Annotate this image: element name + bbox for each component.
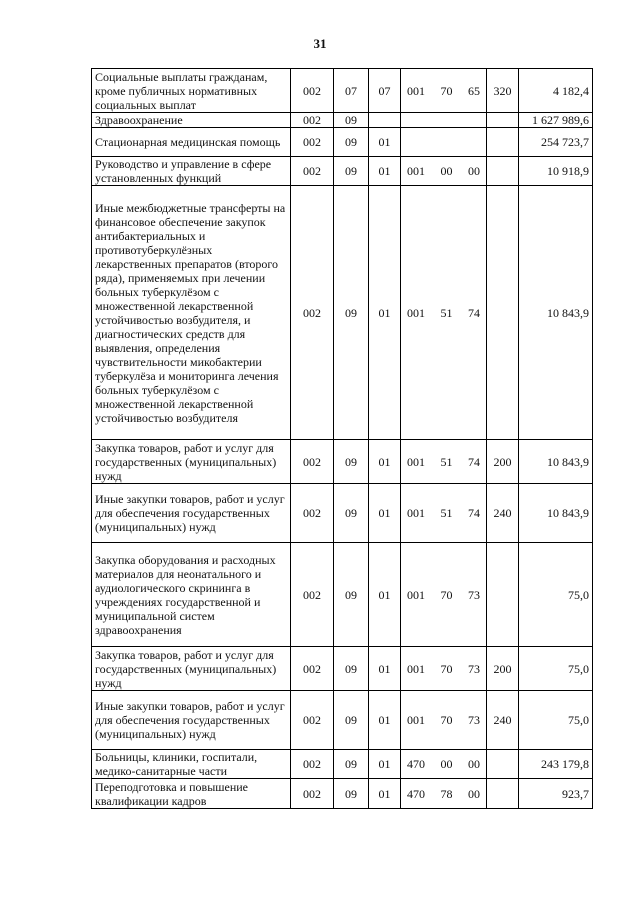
row-vr: 240 bbox=[487, 484, 519, 543]
row-sum: 923,7 bbox=[519, 779, 593, 809]
row-name: Здравоохранение bbox=[92, 113, 291, 128]
csr-part: 00 bbox=[468, 786, 480, 801]
row-name: Иные закупки товаров, работ и услуг для обеспечения государственных (муниципальных) нужд bbox=[92, 484, 291, 543]
row-ved: 002 bbox=[291, 113, 334, 128]
csr-code bbox=[404, 588, 483, 602]
row-sum: 243 179,8 bbox=[519, 750, 593, 779]
csr-part: 001 bbox=[407, 164, 425, 178]
row-pr: 01 bbox=[369, 186, 401, 440]
csr-part: 00 bbox=[440, 757, 453, 771]
row-sum: 254 723,7 bbox=[519, 128, 593, 157]
row-sum: 10 918,9 bbox=[519, 157, 593, 186]
row-pr: 01 bbox=[369, 647, 401, 691]
table-row bbox=[92, 186, 593, 440]
row-csr bbox=[401, 440, 487, 484]
row-pr: 07 bbox=[369, 69, 401, 113]
row-csr bbox=[401, 186, 487, 440]
csr-code bbox=[404, 455, 483, 469]
csr-part: 001 bbox=[407, 506, 425, 520]
row-sum: 75,0 bbox=[519, 691, 593, 750]
table-body bbox=[92, 69, 593, 809]
row-csr bbox=[401, 750, 487, 779]
table-row bbox=[92, 691, 593, 750]
csr-part: 73 bbox=[468, 587, 480, 602]
row-vr: 320 bbox=[487, 69, 519, 113]
csr-part: 001 bbox=[407, 713, 425, 727]
csr-part: 51 bbox=[440, 506, 453, 520]
csr-part: 001 bbox=[407, 305, 425, 320]
row-vr bbox=[487, 113, 519, 128]
row-vr bbox=[487, 750, 519, 779]
row-rz: 07 bbox=[334, 69, 369, 113]
row-csr bbox=[401, 484, 487, 543]
csr-code bbox=[404, 506, 483, 520]
row-vr: 240 bbox=[487, 691, 519, 750]
row-ved: 002 bbox=[291, 186, 334, 440]
row-rz: 09 bbox=[334, 157, 369, 186]
row-pr: 01 bbox=[369, 691, 401, 750]
csr-part: 001 bbox=[407, 587, 425, 602]
row-ved: 002 bbox=[291, 691, 334, 750]
csr-part: 73 bbox=[468, 713, 480, 727]
row-csr bbox=[401, 113, 487, 128]
csr-part: 78 bbox=[440, 786, 453, 801]
row-pr: 01 bbox=[369, 750, 401, 779]
csr-code bbox=[404, 713, 483, 727]
csr-part: 74 bbox=[468, 305, 480, 320]
table-row bbox=[92, 128, 593, 157]
row-vr bbox=[487, 543, 519, 647]
table-row bbox=[92, 750, 593, 779]
row-vr: 200 bbox=[487, 647, 519, 691]
row-rz: 09 bbox=[334, 750, 369, 779]
row-vr bbox=[487, 157, 519, 186]
csr-part: 51 bbox=[440, 305, 453, 320]
budget-table bbox=[91, 68, 593, 809]
csr-part: 00 bbox=[468, 164, 480, 178]
csr-part: 00 bbox=[468, 757, 480, 771]
row-name: Закупка товаров, работ и услуг для государственных (муниципальных) нужд bbox=[92, 647, 291, 691]
row-name: Иные закупки товаров, работ и услуг для обеспечения государственных (муниципальных) нужд bbox=[92, 691, 291, 750]
row-pr: 01 bbox=[369, 128, 401, 157]
csr-code bbox=[404, 662, 483, 676]
row-ved: 002 bbox=[291, 647, 334, 691]
csr-code bbox=[404, 306, 483, 320]
row-rz: 09 bbox=[334, 113, 369, 128]
row-rz: 09 bbox=[334, 186, 369, 440]
row-vr: 200 bbox=[487, 440, 519, 484]
row-name: Руководство и управление в сфере установленных функций bbox=[92, 157, 291, 186]
row-pr: 01 bbox=[369, 440, 401, 484]
csr-part: 70 bbox=[440, 587, 453, 602]
table-row bbox=[92, 543, 593, 647]
table-row bbox=[92, 440, 593, 484]
csr-part: 70 bbox=[440, 83, 453, 98]
csr-part: 001 bbox=[407, 661, 425, 676]
csr-code bbox=[404, 164, 483, 178]
row-ved: 002 bbox=[291, 128, 334, 157]
row-csr bbox=[401, 157, 487, 186]
row-ved: 002 bbox=[291, 779, 334, 809]
row-ved: 002 bbox=[291, 440, 334, 484]
row-ved: 002 bbox=[291, 750, 334, 779]
row-sum: 1 627 989,6 bbox=[519, 113, 593, 128]
row-name: Закупка товаров, работ и услуг для государственных (муниципальных) нужд bbox=[92, 440, 291, 484]
row-name: Стационарная медицинская помощь bbox=[92, 128, 291, 157]
row-rz: 09 bbox=[334, 691, 369, 750]
csr-part: 001 bbox=[407, 454, 425, 469]
row-csr bbox=[401, 647, 487, 691]
row-rz: 09 bbox=[334, 484, 369, 543]
row-sum: 10 843,9 bbox=[519, 484, 593, 543]
row-vr bbox=[487, 779, 519, 809]
csr-code bbox=[404, 757, 483, 771]
row-vr bbox=[487, 186, 519, 440]
table-row bbox=[92, 647, 593, 691]
row-name: Больницы, клиники, госпитали, медико-санитарные части bbox=[92, 750, 291, 779]
row-pr: 01 bbox=[369, 484, 401, 543]
row-rz: 09 bbox=[334, 128, 369, 157]
row-ved: 002 bbox=[291, 69, 334, 113]
row-pr bbox=[369, 113, 401, 128]
csr-part: 00 bbox=[440, 164, 453, 178]
row-csr bbox=[401, 543, 487, 647]
row-vr bbox=[487, 128, 519, 157]
csr-part: 73 bbox=[468, 661, 480, 676]
csr-part: 65 bbox=[468, 83, 480, 98]
row-ved: 002 bbox=[291, 157, 334, 186]
csr-code bbox=[404, 787, 483, 801]
row-name: Социальные выплаты гражданам, кроме публичных нормативных социальных выплат bbox=[92, 69, 291, 113]
row-pr: 01 bbox=[369, 543, 401, 647]
csr-part: 70 bbox=[440, 713, 453, 727]
csr-part: 74 bbox=[468, 506, 480, 520]
row-csr bbox=[401, 69, 487, 113]
table-row bbox=[92, 157, 593, 186]
row-csr bbox=[401, 128, 487, 157]
row-sum: 75,0 bbox=[519, 647, 593, 691]
row-rz: 09 bbox=[334, 543, 369, 647]
row-name: Иные межбюджетные трансферты на финансовое обеспечение закупок антибактериальных и противотуберкулёзных лекарственных препаратов (второго ряда), применяемых при лечении больных туберкулёзом с множественной лекарственной устойчивостью возбудителя, и диагностических средств для выявления, определения чувствительности микобактерии туберкулёза и мониторинга лечения больных туберкулёзом с множественной лекарственной устойчивостью возбудителя bbox=[92, 186, 291, 440]
table-row bbox=[92, 69, 593, 113]
row-name: Переподготовка и повышение квалификации кадров bbox=[92, 779, 291, 809]
table-row bbox=[92, 113, 593, 128]
row-sum: 10 843,9 bbox=[519, 186, 593, 440]
table-row bbox=[92, 484, 593, 543]
row-ved: 002 bbox=[291, 484, 334, 543]
csr-part: 001 bbox=[407, 83, 425, 98]
csr-part: 51 bbox=[440, 454, 453, 469]
row-rz: 09 bbox=[334, 779, 369, 809]
row-sum: 10 843,9 bbox=[519, 440, 593, 484]
csr-code bbox=[404, 84, 483, 98]
csr-part: 470 bbox=[407, 757, 425, 771]
row-sum: 4 182,4 bbox=[519, 69, 593, 113]
row-pr: 01 bbox=[369, 779, 401, 809]
page-number: 31 bbox=[313, 36, 327, 51]
csr-part: 74 bbox=[468, 454, 480, 469]
csr-part: 470 bbox=[407, 786, 425, 801]
row-csr bbox=[401, 691, 487, 750]
row-ved: 002 bbox=[291, 543, 334, 647]
row-sum: 75,0 bbox=[519, 543, 593, 647]
row-pr: 01 bbox=[369, 157, 401, 186]
row-rz: 09 bbox=[334, 647, 369, 691]
csr-part: 70 bbox=[440, 661, 453, 676]
table-row bbox=[92, 779, 593, 809]
row-csr bbox=[401, 779, 487, 809]
row-rz: 09 bbox=[334, 440, 369, 484]
row-name: Закупка оборудования и расходных материалов для неонатального и аудиологического скрининга в учреждениях государственной и муниципальной систем здравоохранения bbox=[92, 543, 291, 647]
